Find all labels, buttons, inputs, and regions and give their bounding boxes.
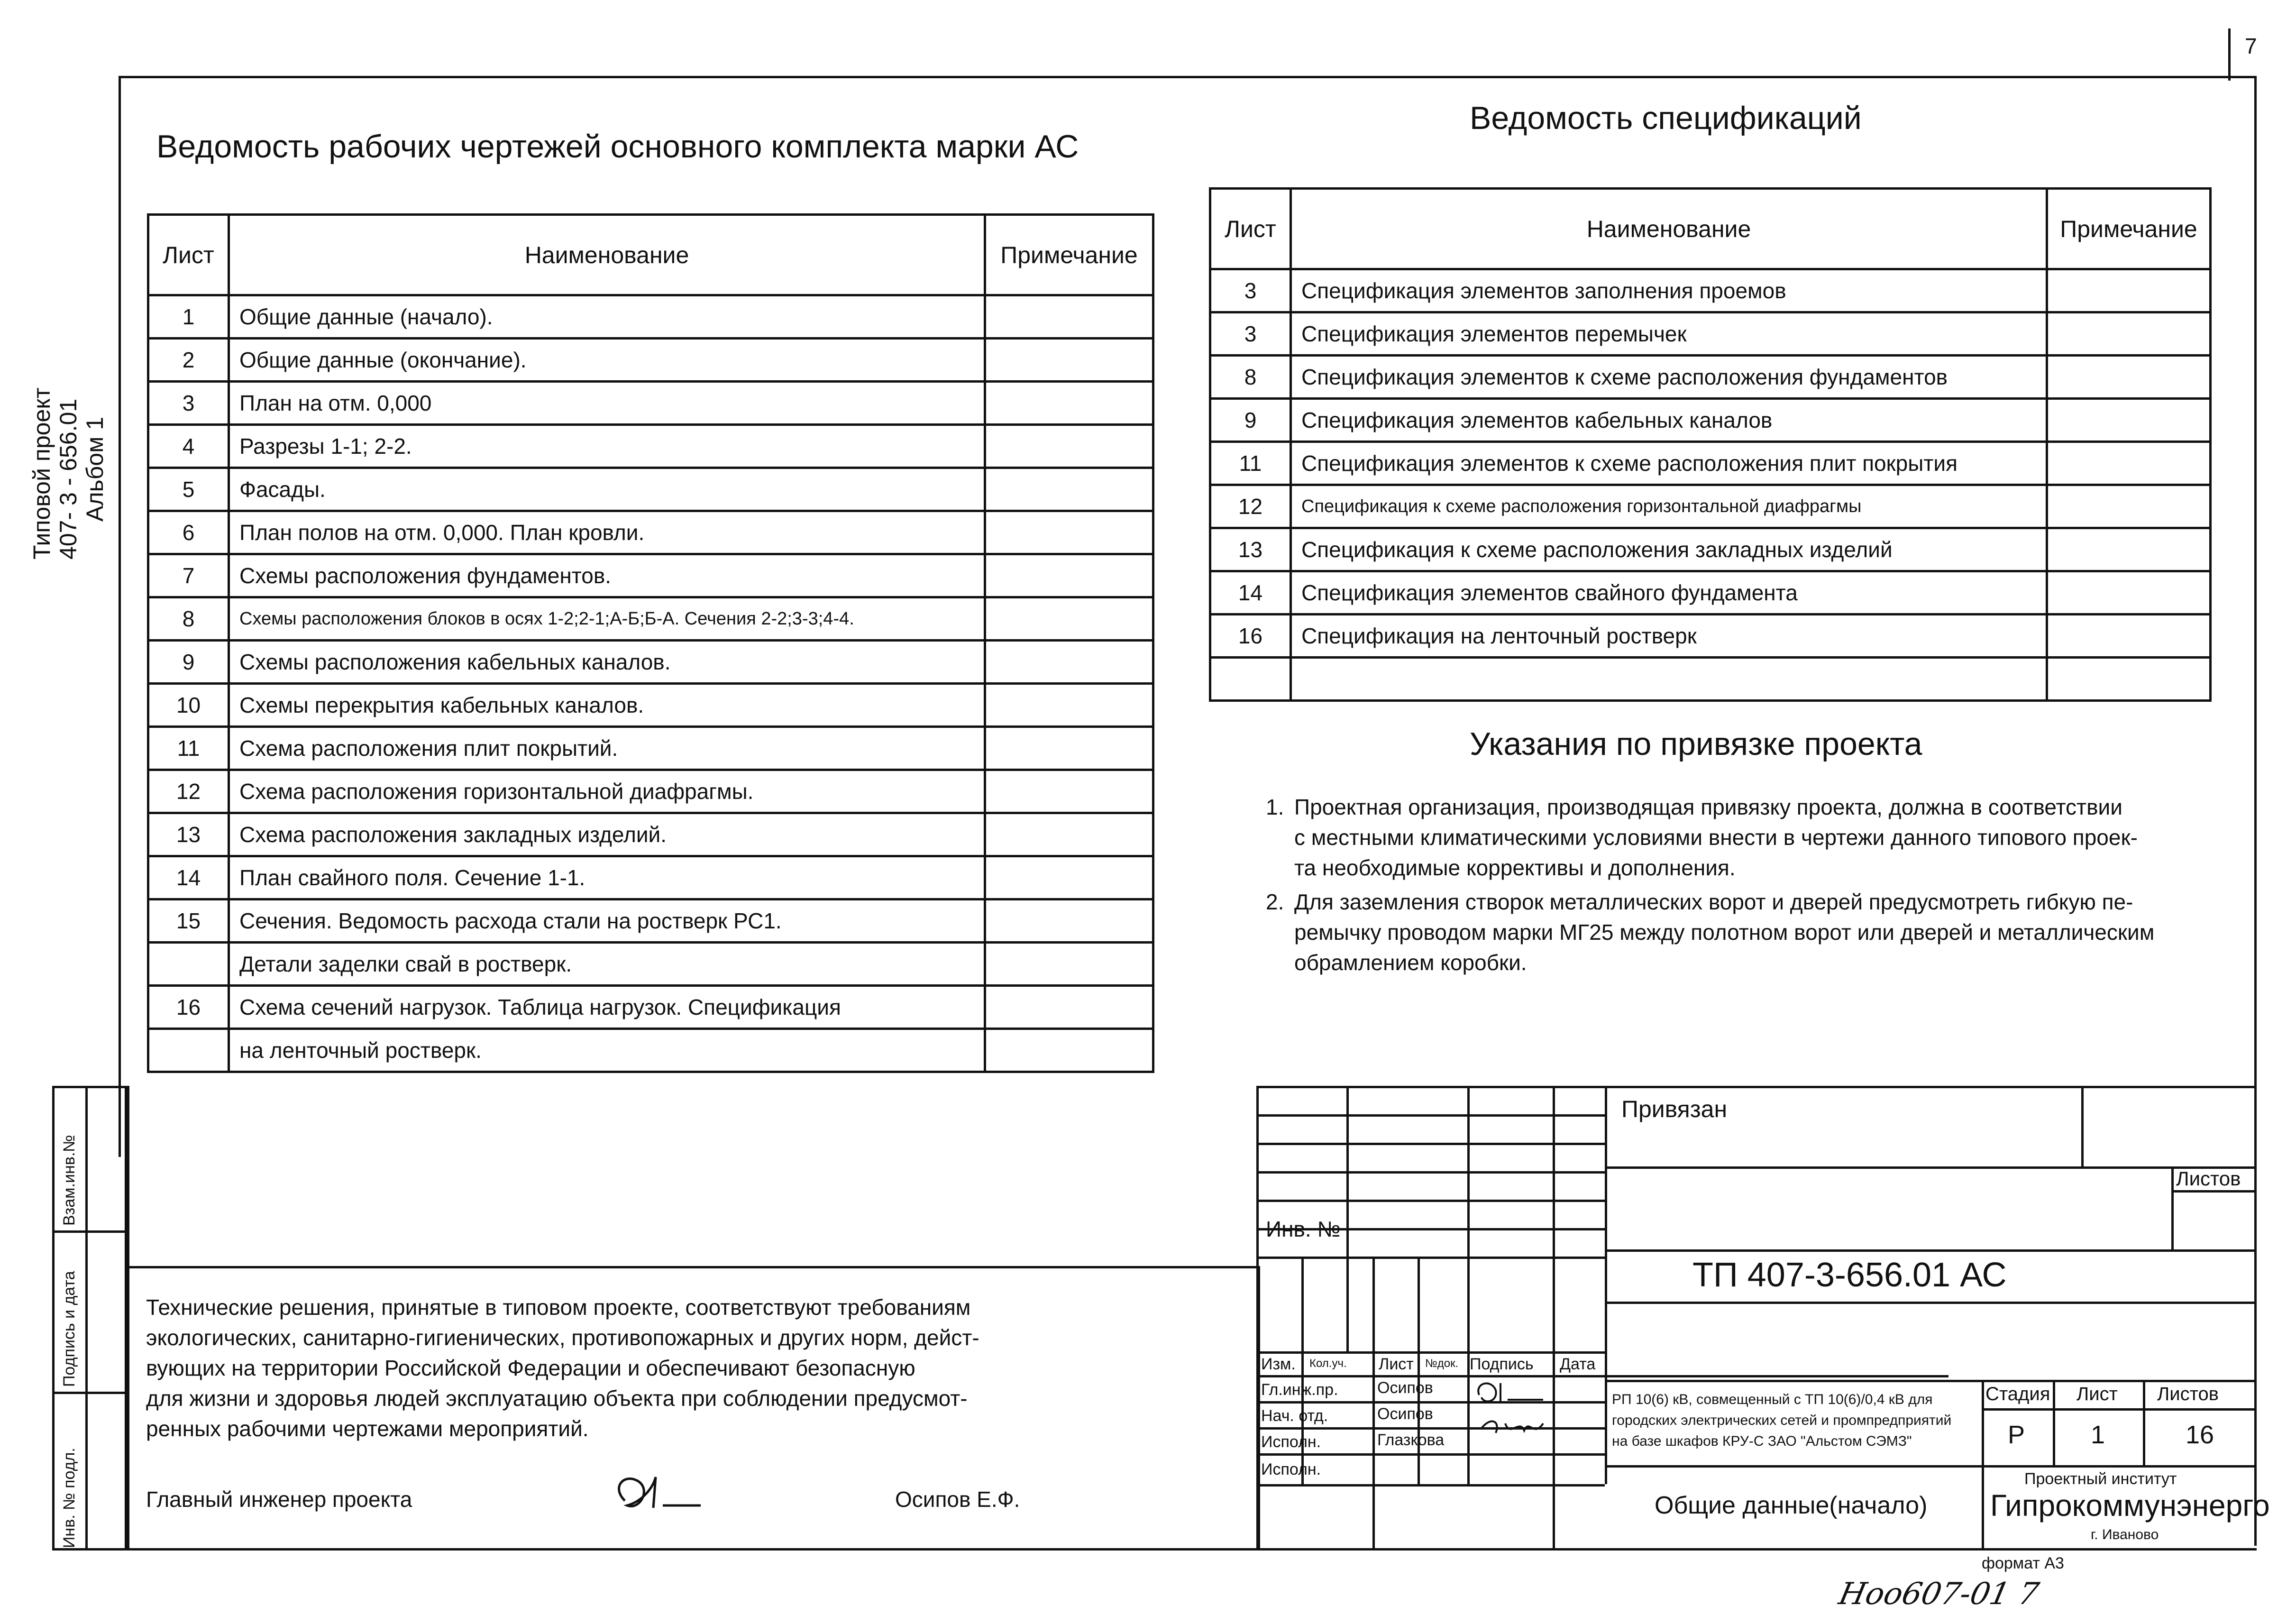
- instruction-num-2: 2.: [1266, 890, 1284, 914]
- drawings-cell-name: Схемы расположения кабельных каналов.: [229, 641, 985, 684]
- drawings-cell-sheet: 6: [148, 511, 229, 554]
- compliance-line-2: экологических, санитарно-гигиенических, противопожарных и других норм, дейст-: [146, 1325, 979, 1350]
- tb-description: [1612, 1389, 1951, 1452]
- compliance-line-3: вующих на территории Российской Федерации и обеспечивают безопасную: [146, 1356, 915, 1380]
- tb-role-4: Исполн.: [1261, 1460, 1321, 1478]
- tb-sheet-label: Лист: [2076, 1384, 2118, 1404]
- drawings-row: [148, 511, 1153, 554]
- tb-h17: [1605, 1380, 2254, 1382]
- instruction-1-line-2: с местными климатическими условиями внести в чертежи данного типового проек-: [1294, 825, 2138, 850]
- drawings-cell-sheet: 10: [148, 684, 229, 727]
- tb-col-podpis: Подпись: [1470, 1355, 1534, 1373]
- tb-v6: [2171, 1166, 2174, 1252]
- drawings-cell-note: [985, 511, 1153, 554]
- drawings-row: [148, 684, 1153, 727]
- drawings-cell-sheet: 13: [148, 813, 229, 856]
- tb-col-kol: Кол.уч.: [1309, 1357, 1347, 1370]
- tb-role-2: Нач. отд.: [1261, 1407, 1328, 1425]
- drawings-cell-note: [985, 554, 1153, 597]
- spec-cell-note: [2047, 571, 2211, 615]
- spec-cell-name: Спецификация элементов свайного фундамента: [1291, 571, 2047, 615]
- drawings-row: [148, 770, 1153, 813]
- drawings-row: [148, 554, 1153, 597]
- tb-description-2: городских электрических сетей и промпредприятий: [1612, 1413, 1952, 1428]
- tb-h3: [1256, 1171, 1605, 1174]
- tb-v8: [1346, 1257, 1349, 1351]
- spec-cell-sheet: 12: [1210, 485, 1291, 528]
- spec-row: [1210, 356, 2211, 399]
- drawings-cell-note: [985, 727, 1153, 770]
- drawings-cell-note: [985, 382, 1153, 425]
- drawings-cell-note: [985, 295, 1153, 339]
- tb-top: [1256, 1086, 2254, 1088]
- spec-header-sheet: Лист: [1210, 189, 1291, 269]
- instruction-item-1: [1266, 792, 2138, 883]
- tb-org-big: Гипрокоммунэнерго: [1990, 1488, 2270, 1523]
- drawings-header-row: [148, 215, 1153, 295]
- page-number: 7: [2245, 34, 2257, 58]
- tb-h18: [1982, 1408, 2254, 1411]
- instruction-1-line-1: Проектная организация, производящая привязку проекта, должна в соответствии: [1294, 795, 2122, 819]
- spec-header-note: Примечание: [2047, 189, 2211, 269]
- drawings-cell-note: [985, 339, 1153, 382]
- compliance-text: [146, 1292, 979, 1444]
- drawings-row: [148, 899, 1153, 943]
- project-label-line2: 407- 3 - 656.01: [55, 398, 82, 560]
- tb-description-3: на базе шкафов КРУ-С ЗАО "Альстом СЭМЗ": [1612, 1433, 1912, 1449]
- page-number-divider: [2228, 28, 2231, 81]
- tb-col-izm: Изм.: [1261, 1355, 1296, 1373]
- drawings-cell-name: Схема расположения плит покрытий.: [229, 727, 985, 770]
- tb-org-small: Проектный институт: [2024, 1470, 2177, 1488]
- tb-name-1: Осипов: [1377, 1379, 1433, 1397]
- drawings-row: [148, 425, 1153, 468]
- spec-cell-name: Спецификация на ленточный ростверк: [1291, 615, 2047, 658]
- spec-row: [1210, 399, 2211, 442]
- instruction-2-line-1: Для заземления створок металлических ворот и дверей предусмотреть гибкую пе-: [1294, 890, 2133, 914]
- tb-h11: [1256, 1453, 1605, 1456]
- spec-cell-sheet: 9: [1210, 399, 1291, 442]
- spec-row: [1210, 485, 2211, 528]
- drawings-cell-note: [985, 684, 1153, 727]
- drawings-cell-name: Схемы расположения фундаментов.: [229, 554, 985, 597]
- spec-cell-note: [2047, 528, 2211, 571]
- tb-sheet: 1: [2091, 1421, 2105, 1449]
- drawings-cell-sheet: 14: [148, 856, 229, 899]
- sidebar-stamp-sep2: [55, 1392, 127, 1394]
- instruction-2-line-3: обрамлением коробки.: [1294, 950, 1527, 975]
- format-label: формат А3: [1982, 1554, 2064, 1572]
- drawings-row: [148, 597, 1153, 641]
- drawings-cell-name: Общие данные (окончание).: [229, 339, 985, 382]
- tb-v5: [2081, 1086, 2084, 1166]
- drawings-cell-note: [985, 468, 1153, 511]
- drawings-row: [148, 468, 1153, 511]
- drawings-cell-sheet: 5: [148, 468, 229, 511]
- drawings-cell-name: Разрезы 1-1; 2-2.: [229, 425, 985, 468]
- drawings-cell-note: [985, 425, 1153, 468]
- tb-name-2: Осипов: [1377, 1405, 1433, 1423]
- drawings-cell-name: Схема расположения закладных изделий.: [229, 813, 985, 856]
- tb-left: [1256, 1086, 1259, 1551]
- spec-cell-name: Спецификация элементов к схеме расположения фундаментов: [1291, 356, 2047, 399]
- drawings-cell-sheet: 7: [148, 554, 229, 597]
- spec-cell-note: [2047, 658, 2211, 701]
- tb-v2: [1467, 1086, 1470, 1354]
- tb-doc-name: Общие данные(начало): [1655, 1492, 1928, 1519]
- tb-sheets: 16: [2186, 1421, 2214, 1449]
- spec-row: [1210, 528, 2211, 571]
- tb-v13: [2053, 1380, 2055, 1465]
- drawings-cell-name: Фасады.: [229, 468, 985, 511]
- drawings-cell-name: Детали заделки свай в ростверк.: [229, 943, 985, 986]
- spec-cell-name: Спецификация элементов кабельных каналов: [1291, 399, 2047, 442]
- tb-v3: [1553, 1086, 1555, 1551]
- tb-col-data: Дата: [1560, 1355, 1596, 1373]
- tb-stage-label: Стадия: [1985, 1384, 2050, 1404]
- spec-cell-sheet: [1210, 658, 1291, 701]
- drawings-cell-name: План полов на отм. 0,000. План кровли.: [229, 511, 985, 554]
- spec-row: [1210, 615, 2211, 658]
- instruction-num-1: 1.: [1266, 795, 1284, 819]
- tb-v14: [2143, 1380, 2145, 1465]
- tb-h4: [1256, 1200, 1605, 1202]
- project-label-line3: Альбом 1: [82, 416, 108, 522]
- tb-org-city: г. Иваново: [2091, 1527, 2159, 1542]
- tb-role-1: Гл.инж.пр.: [1261, 1381, 1338, 1399]
- drawings-cell-name: Схемы перекрытия кабельных каналов.: [229, 684, 985, 727]
- spec-cell-sheet: 16: [1210, 615, 1291, 658]
- tb-v4: [1605, 1086, 1607, 1484]
- drawings-cell-note: [985, 770, 1153, 813]
- drawings-row: [148, 295, 1153, 339]
- tb-h19: [1605, 1465, 2254, 1468]
- drawings-row: [148, 1029, 1153, 1072]
- drawings-cell-name: Схемы расположения блоков в осях 1-2;2-1;А-Б;Б-А. Сечения 2-2;3-3;4-4.: [229, 597, 985, 641]
- drawings-cell-note: [985, 943, 1153, 986]
- instructions-title: Указания по привязке проекта: [1470, 726, 1922, 762]
- spec-row: [1210, 442, 2211, 485]
- drawings-cell-name: Сечения. Ведомость расхода стали на ростверк РС1.: [229, 899, 985, 943]
- spec-cell-note: [2047, 356, 2211, 399]
- spec-cell-name: Спецификация к схеме расположения закладных изделий: [1291, 528, 2047, 571]
- spec-cell-note: [2047, 399, 2211, 442]
- tb-stage: Р: [2008, 1421, 2025, 1449]
- compliance-line-4: для жизни и здоровья людей эксплуатацию объекта при соблюдении предусмот-: [146, 1386, 968, 1411]
- drawings-row: [148, 856, 1153, 899]
- drawings-row: [148, 943, 1153, 986]
- drawings-cell-sheet: 12: [148, 770, 229, 813]
- tb-h15: [1605, 1249, 2254, 1252]
- tb-h14: [2171, 1190, 2254, 1193]
- drawings-cell-sheet: 3: [148, 382, 229, 425]
- spec-cell-note: [2047, 615, 2211, 658]
- project-label-line1: Типовой проект: [28, 387, 55, 560]
- spec-cell-sheet: 11: [1210, 442, 1291, 485]
- tb-h6: [1256, 1257, 1605, 1259]
- tb-v9: [1372, 1257, 1375, 1551]
- spec-cell-note: [2047, 312, 2211, 356]
- drawings-row: [148, 727, 1153, 770]
- spec-row: [1210, 312, 2211, 356]
- chief-signature: [606, 1468, 720, 1520]
- spec-list-title: Ведомость спецификаций: [1470, 100, 1862, 136]
- drawings-cell-note: [985, 597, 1153, 641]
- drawings-row: [148, 641, 1153, 684]
- drawings-header-note: Примечание: [985, 215, 1153, 295]
- tb-h1: [1256, 1114, 1605, 1117]
- sidebar-stamp: [52, 1086, 127, 1551]
- spec-cell-name: Спецификация элементов заполнения проемов: [1291, 269, 2047, 312]
- drawings-cell-sheet: 11: [148, 727, 229, 770]
- drawings-row: [148, 813, 1153, 856]
- spec-cell-note: [2047, 442, 2211, 485]
- spec-row: [1210, 269, 2211, 312]
- drawings-cell-sheet: 1: [148, 295, 229, 339]
- drawings-cell-sheet: 9: [148, 641, 229, 684]
- drawings-cell-name: Схема сечений нагрузок. Таблица нагрузок. Спецификация: [229, 986, 985, 1029]
- sidebar-inv: Инв. № подл.: [60, 1448, 78, 1548]
- tb-h8: [1256, 1375, 1948, 1377]
- drawings-cell-note: [985, 899, 1153, 943]
- spec-cell-sheet: 8: [1210, 356, 1291, 399]
- chief-engineer-name: Осипов Е.Ф.: [895, 1487, 1020, 1512]
- spec-cell-sheet: 3: [1210, 312, 1291, 356]
- instruction-1-line-3: та необходимые коррективы и дополнения.: [1294, 855, 1736, 880]
- drawings-row: [148, 382, 1153, 425]
- spec-cell-name: [1291, 658, 2047, 701]
- chief-engineer-label: Главный инженер проекта: [146, 1487, 412, 1512]
- tb-sheets-label: Листов: [2157, 1384, 2219, 1404]
- drawings-cell-sheet: 16: [148, 986, 229, 1029]
- title-block: [1256, 1086, 2270, 1551]
- spec-cell-sheet: 14: [1210, 571, 1291, 615]
- drawings-cell-name: Общие данные (начало).: [229, 295, 985, 339]
- sidebar-vzam: Взам.инв.№: [60, 1135, 78, 1226]
- tb-signature: [1472, 1376, 1553, 1452]
- drawings-cell-sheet: 4: [148, 425, 229, 468]
- tb-col-ndoc: №док.: [1425, 1357, 1459, 1370]
- handwritten-number: Ноо607-01 7: [1836, 1577, 2042, 1612]
- compliance-line-5: ренных рабочими чертежами мероприятий.: [146, 1416, 589, 1441]
- drawings-table: [147, 213, 1154, 1073]
- tb-col-list: Лист: [1379, 1355, 1414, 1373]
- spec-header-row: [1210, 189, 2211, 269]
- drawings-cell-name: План свайного поля. Сечение 1-1.: [229, 856, 985, 899]
- drawings-cell-name: Схема расположения горизонтальной диафрагмы.: [229, 770, 985, 813]
- drawings-list-title: Ведомость рабочих чертежей основного комплекта марки АС: [156, 128, 1079, 165]
- spec-table: [1209, 187, 2212, 702]
- tb-h16: [1605, 1302, 2254, 1304]
- drawings-cell-note: [985, 641, 1153, 684]
- tb-v10: [1418, 1257, 1420, 1484]
- tb-inv-no: Инв. №: [1266, 1217, 1341, 1241]
- drawings-cell-note: [985, 813, 1153, 856]
- drawings-cell-note: [985, 986, 1153, 1029]
- drawings-cell-sheet: 8: [148, 597, 229, 641]
- spec-cell-note: [2047, 269, 2211, 312]
- spec-cell-name: Спецификация элементов перемычек: [1291, 312, 2047, 356]
- drawings-cell-note: [985, 856, 1153, 899]
- drawings-cell-name: на ленточный ростверк.: [229, 1029, 985, 1072]
- spec-row: [1210, 571, 2211, 615]
- drawings-cell-sheet: 2: [148, 339, 229, 382]
- tb-role-3: Исполн.: [1261, 1433, 1321, 1451]
- instruction-2-line-2: ремычку проводом марки МГ25 между полотном ворот или дверей и металлическим: [1294, 920, 2155, 945]
- frame-left-upper: [119, 76, 121, 1157]
- tb-listov-top: Листов: [2176, 1167, 2241, 1190]
- spec-row: [1210, 658, 2211, 701]
- spec-header-name: Наименование: [1291, 189, 2047, 269]
- frame-top: [119, 76, 2257, 78]
- spec-cell-note: [2047, 485, 2211, 528]
- drawings-row: [148, 339, 1153, 382]
- tb-code: ТП 407-3-656.01 АС: [1692, 1256, 2007, 1294]
- sidebar-podpis: Подпись и дата: [60, 1271, 78, 1387]
- tb-h7: [1256, 1351, 1605, 1354]
- spec-cell-sheet: 3: [1210, 269, 1291, 312]
- tb-privyazan: Привязан: [1621, 1096, 1728, 1122]
- project-label: [28, 387, 108, 560]
- drawings-cell-sheet: [148, 1029, 229, 1072]
- spec-cell-sheet: 13: [1210, 528, 1291, 571]
- drawings-cell-note: [985, 1029, 1153, 1072]
- tb-h12: [1256, 1484, 1605, 1486]
- compliance-box: [127, 1266, 1260, 1551]
- compliance-line-1: Технические решения, принятые в типовом проекте, соответствуют требованиям: [146, 1295, 971, 1320]
- sidebar-stamp-divider: [85, 1088, 88, 1551]
- drawings-header-name: Наименование: [229, 215, 985, 295]
- spec-cell-name: Спецификация к схеме расположения горизонтальной диафрагмы: [1291, 485, 2047, 528]
- spec-cell-name: Спецификация элементов к схеме расположения плит покрытия: [1291, 442, 2047, 485]
- drawings-cell-sheet: 15: [148, 899, 229, 943]
- tb-description-1: РП 10(6) кВ, совмещенный с ТП 10(6)/0,4 кВ для: [1612, 1392, 1933, 1407]
- drawings-cell-sheet: [148, 943, 229, 986]
- tb-h2: [1256, 1143, 1605, 1145]
- instruction-item-2: [1266, 887, 2154, 978]
- tb-name-3: Глазкова: [1377, 1431, 1445, 1449]
- drawings-cell-name: План на отм. 0,000: [229, 382, 985, 425]
- frame-right: [2254, 76, 2257, 1546]
- tb-h13: [1605, 1166, 2254, 1169]
- drawings-header-sheet: Лист: [148, 215, 229, 295]
- sidebar-stamp-sep1: [55, 1230, 127, 1233]
- drawings-row: [148, 986, 1153, 1029]
